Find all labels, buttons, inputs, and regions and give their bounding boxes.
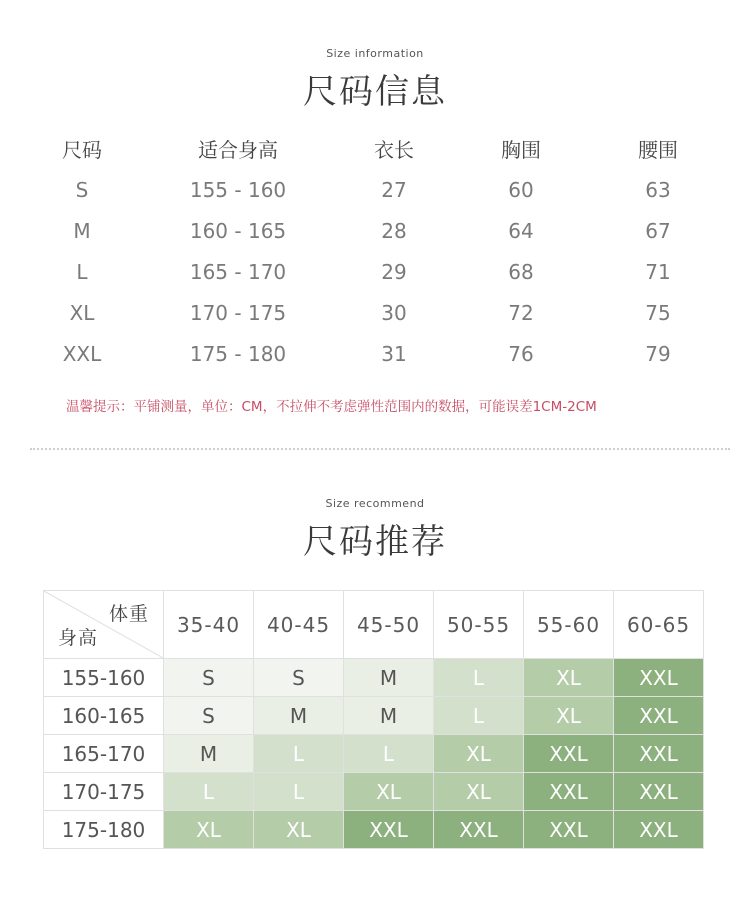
recommended-size-cell: XXL — [524, 811, 614, 849]
recommended-size-cell: L — [254, 773, 344, 811]
cell-size: L — [76, 260, 88, 284]
cell-waist: 75 — [645, 301, 671, 325]
measurement-tip: 温馨提示：平铺测量，单位：CM，不拉伸不考虑弹性范围内的数据，可能误差1CM-2CM — [66, 399, 597, 415]
recommended-size-cell: XL — [254, 811, 344, 849]
recommended-size-cell: XL — [524, 697, 614, 735]
header-height: 适合身高 — [198, 138, 278, 162]
cell-height-range: 165 - 170 — [189, 260, 287, 284]
recommended-size-cell: XXL — [614, 773, 704, 811]
weight-column-header: 45-50 — [344, 591, 434, 659]
header-waist: 腰围 — [638, 138, 678, 162]
recommended-size-cell: L — [434, 659, 524, 697]
cell-height-range: 160 - 165 — [189, 219, 287, 243]
weight-column-header: 35-40 — [164, 591, 254, 659]
header-length: 衣长 — [374, 138, 414, 162]
cell-size: XL — [69, 301, 95, 325]
height-row-header: 160-165 — [44, 697, 164, 735]
recommended-size-cell: XXL — [344, 811, 434, 849]
recommend-row — [44, 697, 704, 735]
cell-height-range: 170 - 175 — [189, 301, 287, 325]
height-row-header: 165-170 — [44, 735, 164, 773]
height-row-header: 170-175 — [44, 773, 164, 811]
recommended-size-cell: XXL — [524, 773, 614, 811]
recommended-size-cell: M — [164, 735, 254, 773]
header-size: 尺码 — [62, 138, 102, 162]
cell-chest: 60 — [508, 178, 534, 202]
recommended-size-cell: XL — [164, 811, 254, 849]
cell-length: 28 — [381, 219, 407, 243]
cell-chest: 76 — [508, 342, 534, 366]
header-chest: 胸围 — [501, 138, 541, 162]
recommended-size-cell: XXL — [614, 735, 704, 773]
recommended-size-cell: XL — [524, 659, 614, 697]
height-row-header: 175-180 — [44, 811, 164, 849]
cell-waist: 71 — [645, 260, 671, 284]
cell-chest: 64 — [508, 219, 534, 243]
size-recommend-title: 尺码推荐 — [303, 522, 447, 562]
cell-waist: 67 — [645, 219, 671, 243]
cell-length: 30 — [381, 301, 407, 325]
size-info-title: 尺码信息 — [303, 72, 447, 112]
recommended-size-cell: XXL — [524, 735, 614, 773]
size-info-row — [0, 252, 750, 293]
weight-column-header: 60-65 — [614, 591, 704, 659]
corner-weight-label: 体重 — [108, 603, 149, 625]
recommend-row — [44, 811, 704, 849]
recommended-size-cell: L — [254, 735, 344, 773]
height-row-header: 155-160 — [44, 659, 164, 697]
cell-chest: 68 — [508, 260, 534, 284]
recommended-size-cell: L — [344, 735, 434, 773]
section-divider — [30, 448, 730, 450]
weight-column-header: 40-45 — [254, 591, 344, 659]
size-info-row — [0, 293, 750, 334]
size-info-row — [0, 211, 750, 252]
size-info-row — [0, 334, 750, 375]
cell-size: M — [73, 219, 91, 243]
recommended-size-cell: XL — [344, 773, 434, 811]
recommend-row — [44, 659, 704, 697]
recommended-size-cell: M — [344, 697, 434, 735]
size-info-subtitle: Size information — [326, 47, 424, 60]
recommended-size-cell: L — [164, 773, 254, 811]
cell-length: 29 — [381, 260, 407, 284]
cell-chest: 72 — [508, 301, 534, 325]
cell-size: XXL — [62, 342, 102, 366]
size-info-table — [0, 130, 750, 375]
recommended-size-cell: XXL — [614, 697, 704, 735]
recommended-size-cell: XXL — [614, 811, 704, 849]
corner-height-label: 身高 — [58, 627, 99, 649]
weight-column-header: 55-60 — [524, 591, 614, 659]
weight-column-header: 50-55 — [434, 591, 524, 659]
size-info-row — [0, 170, 750, 211]
size-recommend-subtitle: Size recommend — [325, 497, 425, 510]
recommended-size-cell: S — [164, 697, 254, 735]
cell-length: 27 — [381, 178, 407, 202]
recommend-row — [44, 735, 704, 773]
recommended-size-cell: XL — [434, 773, 524, 811]
cell-height-range: 175 - 180 — [189, 342, 287, 366]
corner-header — [44, 591, 164, 659]
recommended-size-cell: M — [254, 697, 344, 735]
recommended-size-cell: XXL — [614, 659, 704, 697]
recommended-size-cell: S — [254, 659, 344, 697]
cell-waist: 63 — [645, 178, 671, 202]
cell-height-range: 155 - 160 — [189, 178, 287, 202]
cell-size: S — [75, 178, 89, 202]
recommended-size-cell: XL — [434, 735, 524, 773]
recommended-size-cell: S — [164, 659, 254, 697]
recommend-row — [44, 773, 704, 811]
cell-length: 31 — [381, 342, 407, 366]
recommended-size-cell: M — [344, 659, 434, 697]
cell-waist: 79 — [645, 342, 671, 366]
size-info-header-row — [0, 130, 750, 170]
size-recommend-table — [43, 590, 704, 849]
recommended-size-cell: XXL — [434, 811, 524, 849]
recommended-size-cell: L — [434, 697, 524, 735]
